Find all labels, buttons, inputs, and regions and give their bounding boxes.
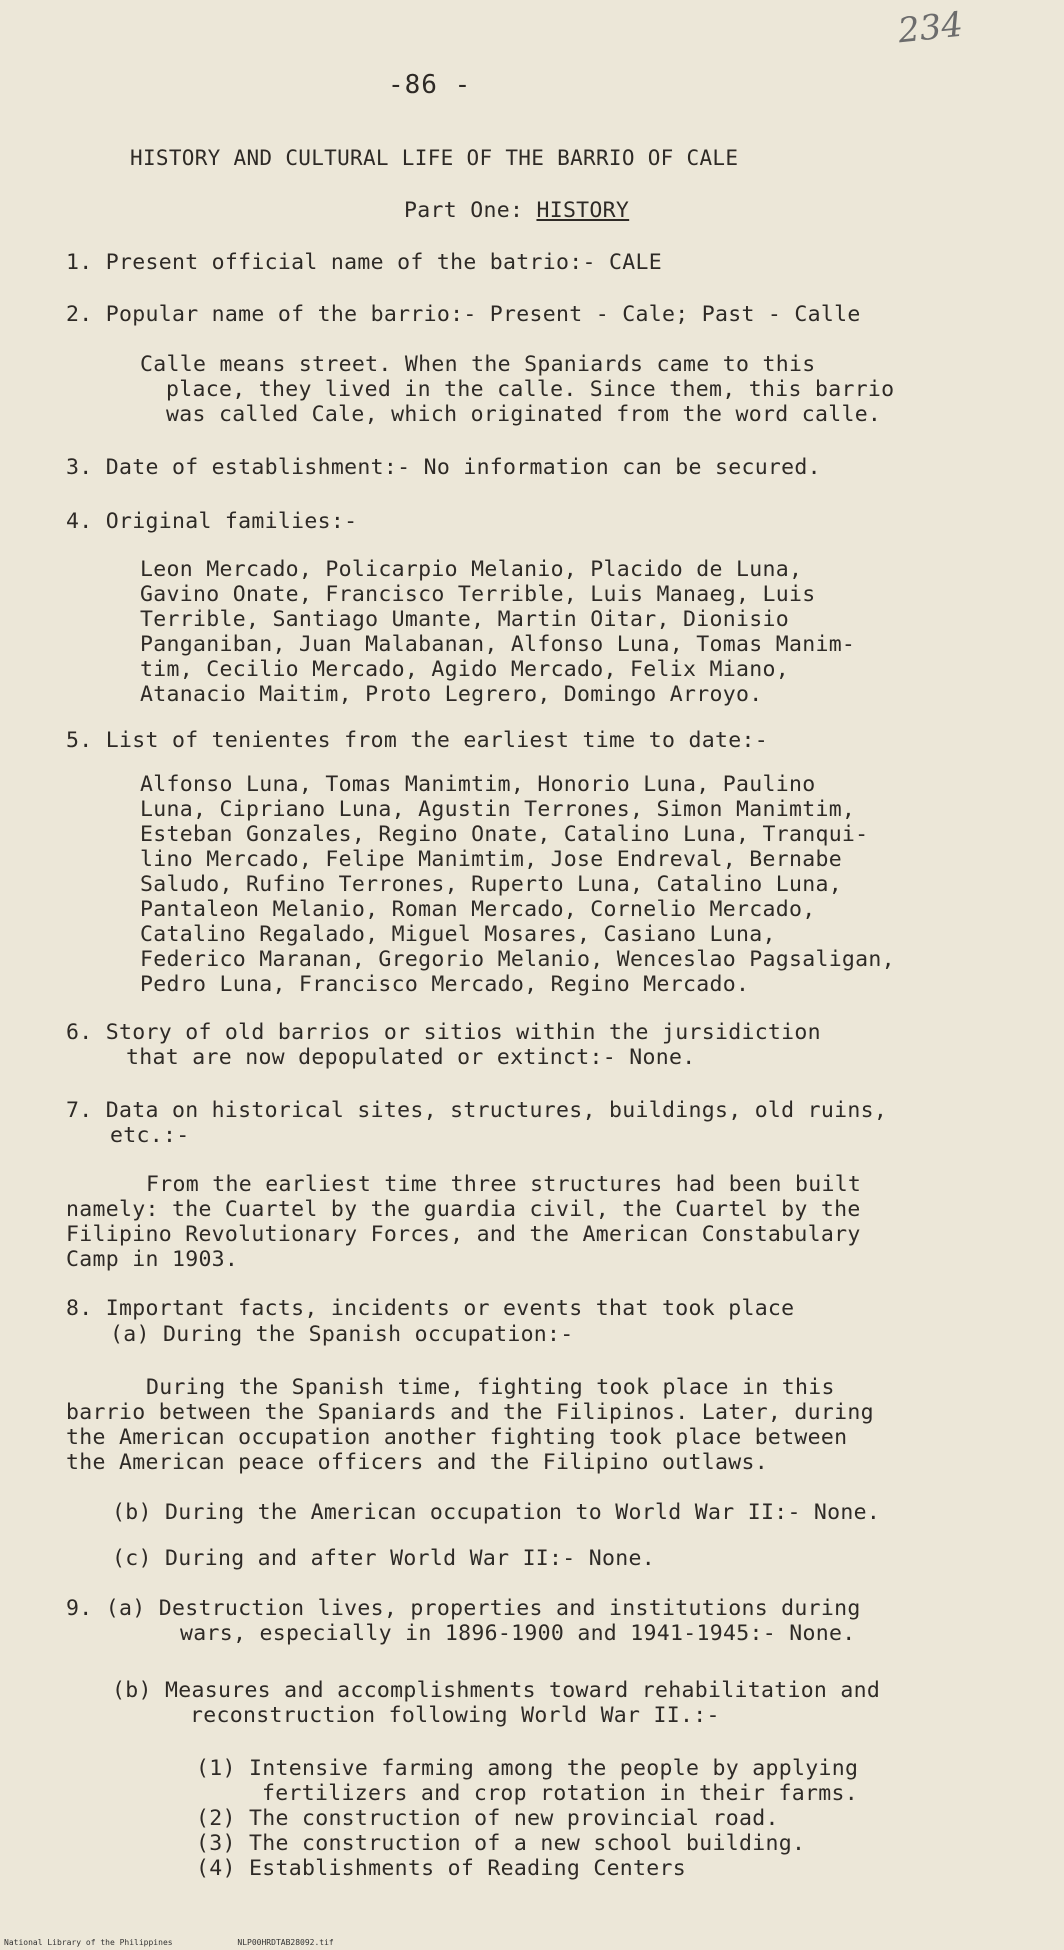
text-line: the American occupation another fighting took place between xyxy=(66,1425,848,1450)
text-line: Atanacio Maitim, Proto Legrero, Domingo Arroyo. xyxy=(140,682,763,707)
text-line: Alfonso Luna, Tomas Manimtim, Honorio Luna, Paulino xyxy=(140,772,816,797)
item-5: 5. List of tenientes from the earliest time to date:- xyxy=(66,728,768,753)
item-2: 2. Popular name of the barrio:- Present - Cale; Past - Calle xyxy=(66,302,861,327)
text-line: Federico Maranan, Gregorio Melanio, Wenceslao Pagsaligan, xyxy=(140,947,895,972)
list-item: (3) The construction of a new school building. xyxy=(196,1831,806,1856)
text-line: Esteban Gonzales, Regino Onate, Catalino Luna, Tranqui- xyxy=(140,822,869,847)
text-line: that are now depopulated or extinct:- None. xyxy=(126,1045,696,1070)
text-line: Gavino Onate, Francisco Terrible, Luis Manaeg, Luis xyxy=(140,582,816,607)
item-7: 7. Data on historical sites, structures, buildings, old ruins, xyxy=(66,1098,888,1123)
part-heading xyxy=(404,198,629,223)
document-title: HISTORY AND CULTURAL LIFE OF THE BARRIO OF CALE xyxy=(130,146,739,170)
text-line: Saludo, Rufino Terrones, Ruperto Luna, Catalino Luna, xyxy=(140,872,842,897)
item-9b: (b) Measures and accomplishments toward rehabilitation and xyxy=(112,1678,881,1703)
text-line: Terrible, Santiago Umante, Martin Oitar, Dionisio xyxy=(140,607,789,632)
text-line: tim, Cecilio Mercado, Agido Mercado, Felix Miano, xyxy=(140,657,789,682)
item-8b: (b) During the American occupation to World War II:- None. xyxy=(112,1500,881,1525)
list-item: (4) Establishments of Reading Centers xyxy=(196,1856,687,1881)
text-line: barrio between the Spaniards and the Filipinos. Later, during xyxy=(66,1400,874,1425)
item-8: 8. Important facts, incidents or events that took place xyxy=(66,1296,795,1321)
handwritten-page-number: 234 xyxy=(896,4,965,52)
part-label: HISTORY xyxy=(536,198,630,223)
text-line: Pantaleon Melanio, Roman Mercado, Cornelio Mercado, xyxy=(140,897,816,922)
text-line: Leon Mercado, Policarpio Melanio, Placido de Luna, xyxy=(140,557,803,582)
text-line: Filipino Revolutionary Forces, and the American Constabulary xyxy=(66,1222,861,1247)
text-line: etc.:- xyxy=(110,1123,190,1148)
text-line: Catalino Regalado, Miguel Mosares, Casiano Luna, xyxy=(140,922,776,947)
text-line: Luna, Cipriano Luna, Agustin Terrones, Simon Manimtim, xyxy=(140,797,856,822)
text-line: wars, especially in 1896-1900 and 1941-1945:- None. xyxy=(180,1621,856,1646)
text-line: (a) During the Spanish occupation:- xyxy=(110,1322,574,1347)
text-line: namely: the Cuartel by the guardia civil, the Cuartel by the xyxy=(66,1197,861,1222)
page-number: -86 - xyxy=(388,70,472,100)
item-3: 3. Date of establishment:- No information can be secured. xyxy=(66,455,821,480)
item-6: 6. Story of old barrios or sitios within the jursidiction xyxy=(66,1020,821,1045)
list-item: (1) Intensive farming among the people by applying xyxy=(196,1756,859,1781)
text-line: Pedro Luna, Francisco Mercado, Regino Mercado. xyxy=(140,972,750,997)
text-line: was called Cale, which originated from the word calle. xyxy=(166,402,882,427)
text-line: lino Mercado, Felipe Manimtim, Jose Endreval, Bernabe xyxy=(140,847,842,872)
scan-footer xyxy=(4,1938,394,1947)
text-line: the American peace officers and the Filipino outlaws. xyxy=(66,1450,768,1475)
list-item: (2) The construction of new provincial road. xyxy=(196,1806,779,1831)
item-4: 4. Original families:- xyxy=(66,509,358,534)
item-1: 1. Present official name of the batrio:- CALE xyxy=(66,250,662,275)
text-line: During the Spanish time, fighting took place in this xyxy=(146,1375,835,1400)
text-line: fertilizers and crop rotation in their farms. xyxy=(262,1781,858,1806)
text-line: Calle means street. When the Spaniards came to this xyxy=(140,352,816,377)
text-line: Camp in 1903. xyxy=(66,1247,239,1272)
text-line: From the earliest time three structures had been built xyxy=(146,1172,862,1197)
part-prefix: Part One: xyxy=(404,198,537,223)
text-line: place, they lived in the calle. Since them, this barrio xyxy=(166,377,895,402)
item-9: 9. (a) Destruction lives, properties and institutions during xyxy=(66,1596,861,1621)
text-line: reconstruction following World War II.:- xyxy=(190,1703,720,1728)
item-8c: (c) During and after World War II:- None. xyxy=(112,1546,656,1571)
footer-library: National Library of the Philippines xyxy=(4,1938,173,1947)
footer-filename: NLP00HRDTAB28092.tif xyxy=(237,1938,334,1947)
text-line: Panganiban, Juan Malabanan, Alfonso Luna, Tomas Manim- xyxy=(140,632,856,657)
